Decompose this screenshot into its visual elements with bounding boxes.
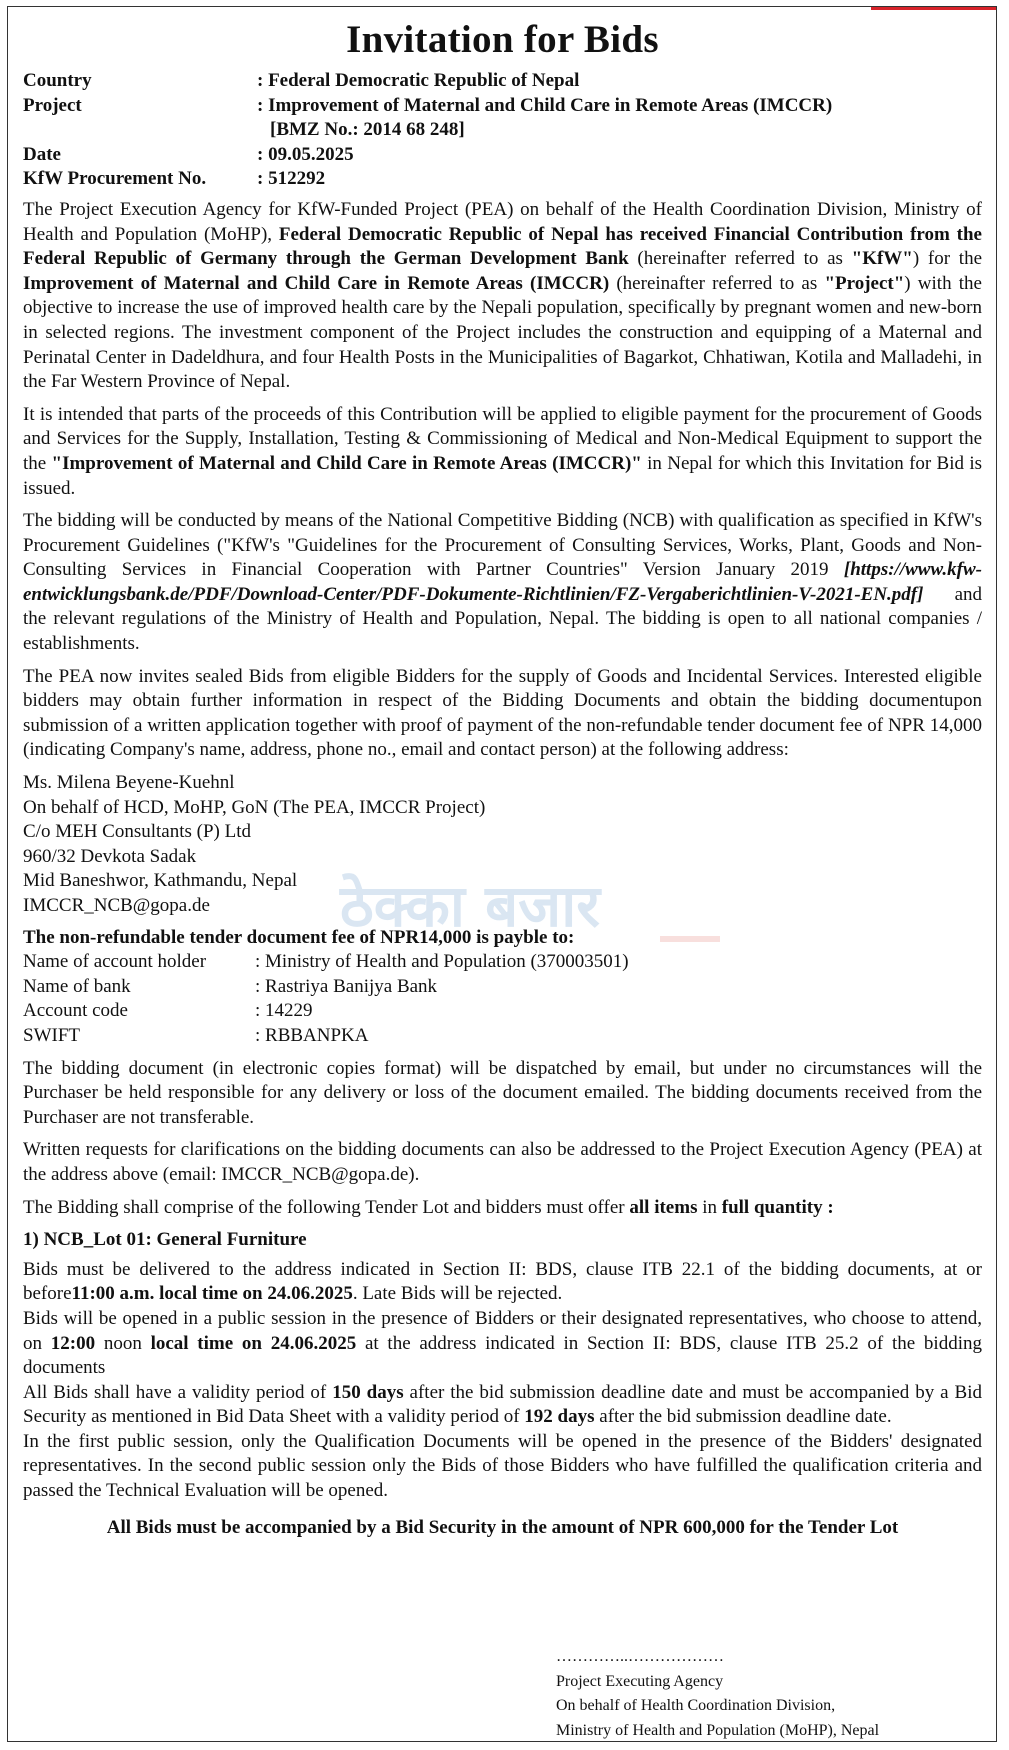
text-run-bold: local time on 24.06.2025 (150, 1332, 357, 1354)
page-title: Invitation for Bids (346, 18, 659, 61)
text-run: after the bid submission deadline date. (594, 1406, 892, 1428)
meta-label: KfW Procurement No. (23, 168, 207, 190)
address-line: 960/32 Devkota Sadak (23, 845, 197, 867)
text-run-bold: full quantity : (721, 1196, 834, 1218)
paragraph-opening (23, 1307, 982, 1381)
paragraph-sessions: In the first public session, only the Qualification Documents will be opened in the presence of the Bidders' designated representatives. In the second public session only the Bids of those Bidders who have fulfilled the qualification criteria and passed the Technical Evaluation will be opened. (23, 1430, 982, 1502)
text-run-bold: "KfW" (851, 248, 913, 270)
text-run: and the relevant regulations of the Ministry of Health and Population, Nepal. The bidding is open to all national companies / establishments. (23, 583, 982, 655)
fee-title: The non-refundable tender document fee of NPR14,000 is payble to: (23, 926, 575, 948)
text-run: (hereinafter referred to as (609, 272, 825, 294)
text-run: ) with the objective to increase the use of improved health care by the Nepali population, specifically by pregnant women and new-born in selected regions. The investment component of the Project includes the construction and equipping of a Maternal and Perinatal Center in Dadeldhura, and four Health Posts in the Municipalities of Bagarkot, Chhatiwan, Kotila and Malladehi, in the Far Western Province of Nepal. (23, 272, 982, 393)
text-run-bold: Federal Democratic Republic of Nepal has received Financial Contribution from the Federal Republic of Germany through the German Development Bank (23, 223, 982, 270)
text-run-bold: "Project" (824, 272, 905, 294)
paragraph-dispatch: The bidding document (in electronic copies format) will be dispatched by email, but under no circumstances will the Purchaser be held responsible for any delivery or loss of the document emailed. The bidding documents received from the Purchaser are not transferable. (23, 1057, 982, 1128)
text-run: after the bid submission deadline date and must be accompanied by a Bid Security as mentioned in Bid Data Sheet with a validity period of (23, 1381, 982, 1428)
fee-label: SWIFT (23, 1024, 80, 1046)
text-run: The Bidding shall comprise of the following Tender Lot and bidders must offer (23, 1196, 630, 1218)
paragraph-delivery (23, 1258, 982, 1307)
signature-line: On behalf of Health Coordination Division, (556, 1697, 836, 1715)
meta-country (23, 69, 982, 94)
text-run-bold: 12:00 (50, 1332, 96, 1354)
watermark-text: ठेक्का बजार (340, 872, 600, 940)
paragraph-clarifications: Written requests for clarifications on the bidding documents can also be addressed to the Project Execution Agency (PEA) at the address above (email: IMCCR_NCB@gopa.de). (23, 1139, 982, 1185)
meta-value: : 09.05.2025 (257, 143, 354, 165)
notice-meta (23, 69, 982, 192)
text-run-bold: 150 days (332, 1381, 404, 1403)
paragraph-tender-lot (23, 1196, 982, 1221)
meta-value (257, 94, 982, 143)
signature-dots: …………..……………… (556, 1648, 724, 1665)
text-run-bold: local time on 24.06.2025 (159, 1283, 353, 1305)
address-line: C/o MEH Consultants (P) Ltd (23, 821, 252, 843)
text-run: in (697, 1196, 722, 1218)
fee-label: Account code (23, 1000, 128, 1022)
top-accent-bar (871, 7, 996, 10)
paragraph-invitation: The PEA now invites sealed Bids from eligible Bidders for the supply of Goods and Incidental Services. Interested eligible bidders may obtain further information in respect of the Bidding Documents and obtain the bidding documentupon submission of a written application together with proof of payment of the non-refundable tender document fee of NPR 14,000 (indicating Company's name, address, phone no., email and contact person) at the following address: (23, 665, 982, 761)
paragraph-bidding-method (23, 509, 982, 657)
meta-value: : 512292 (257, 168, 326, 190)
bmz-number: [BMZ No.: 2014 68 248] (270, 119, 465, 141)
contact-email[interactable]: IMCCR_NCB@gopa.de (23, 895, 210, 916)
fee-label: Name of bank (23, 975, 131, 997)
text-run-bold: 11:00 a.m. (71, 1283, 155, 1305)
paragraph-proceeds (23, 403, 982, 501)
text-run: . Late Bids will be rejected. (352, 1283, 563, 1305)
notice-sheet (7, 6, 997, 1742)
meta-date (23, 143, 982, 168)
fee-value: : RBBANPKA (255, 1024, 369, 1046)
meta-procurement-no (23, 167, 982, 192)
meta-label: Project (23, 94, 82, 116)
address-line: Mid Baneshwor, Kathmandu, Nepal (23, 870, 298, 892)
fee-label: Name of account holder (23, 951, 207, 973)
guidelines-link[interactable]: [https://www.kfw-entwicklungsbank.de/PDF/Download-Center/PDF-Dokumente-Richtlinien/FZ-Vergaberichtlinien-V-2021-EN.pdf] (23, 559, 982, 605)
meta-label: Country (23, 70, 92, 91)
text-run: It is intended that parts of the proceeds of this Contribution will be applied to eligible payment for the procurement of Goods and Services for the Supply, Installation, Testing & Commissioning of Medical and Non-Medical Equipment to support the the (23, 403, 982, 474)
signature-line: Ministry of Health and Population (MoHP), Nepal (556, 1721, 880, 1739)
text-run-bold: all items (629, 1196, 698, 1218)
fee-row (23, 975, 982, 1000)
text-run-bold: 192 days (524, 1406, 595, 1428)
meta-label: Date (23, 143, 61, 165)
meta-project (23, 94, 982, 143)
text-run: ) for the (912, 248, 983, 270)
meta-value: : Federal Democratic Republic of Nepal (257, 70, 580, 91)
fee-payment-details (23, 926, 982, 1049)
paragraph-validity (23, 1381, 982, 1430)
text-run: The Project Execution Agency for KfW-Funded Project (PEA) on behalf of the Health Coordination Division, Ministry of Health and Population (MoHP), (23, 198, 982, 245)
text-run: Bids must be delivered to the address indicated in Section II: BDS, clause ITB 22.1 of the bidding documents, at or before (23, 1258, 982, 1305)
address-line: Ms. Milena Beyene-Kuehnl (23, 772, 235, 794)
fee-value: : Rastriya Banijya Bank (255, 975, 438, 997)
text-run-bold: "Improvement of Maternal and Child Care in Remote Areas (IMCCR)" (51, 452, 642, 474)
text-run: The bidding will be conducted by means of the National Competitive Bidding (NCB) with qualification as specified in KfW's Procurement Guidelines ("KfW's "Guidelines for the Procurement of Consulting Services, Works, Plant, Goods and Non-Consulting Services in Financial Cooperation with Partner Countries" Version January 2019 (23, 510, 982, 581)
address-line: On behalf of HCD, MoHP, GoN (The PEA, IMCCR Project) (23, 796, 486, 818)
fee-row (23, 950, 982, 975)
fee-row (23, 1024, 982, 1049)
lot-title: 1) NCB_Lot 01: General Furniture (23, 1229, 307, 1251)
fee-row (23, 999, 982, 1024)
text-run: in Nepal for which this Invitation for Bid is issued. (23, 452, 982, 499)
contact-address (23, 771, 982, 919)
bid-security-notice: All Bids must be accompanied by a Bid Security in the amount of NPR 600,000 for the Tender Lot (106, 1516, 899, 1538)
fee-value: : 14229 (255, 1000, 313, 1022)
signature-line: Project Executing Agency (556, 1672, 724, 1690)
text-run-bold: Improvement of Maternal and Child Care in Remote Areas (IMCCR) (23, 272, 610, 294)
fee-value: : Ministry of Health and Population (370003501) (255, 951, 629, 973)
text-run: Bids will be opened in a public session in the presence of Bidders or their designated representatives, who choose to attend, on (23, 1307, 982, 1354)
text-run: noon (95, 1332, 151, 1354)
paragraph-intro (23, 198, 982, 395)
text-run: (hereinafter referred to as (628, 248, 852, 270)
signature-block (556, 1645, 879, 1743)
project-name: : Improvement of Maternal and Child Care in Remote Areas (IMCCR) (257, 94, 833, 116)
text-run: at the address indicated in Section II: BDS, clause ITB 25.2 of the bidding documents (23, 1332, 982, 1379)
text-run: All Bids shall have a validity period of (23, 1381, 333, 1403)
